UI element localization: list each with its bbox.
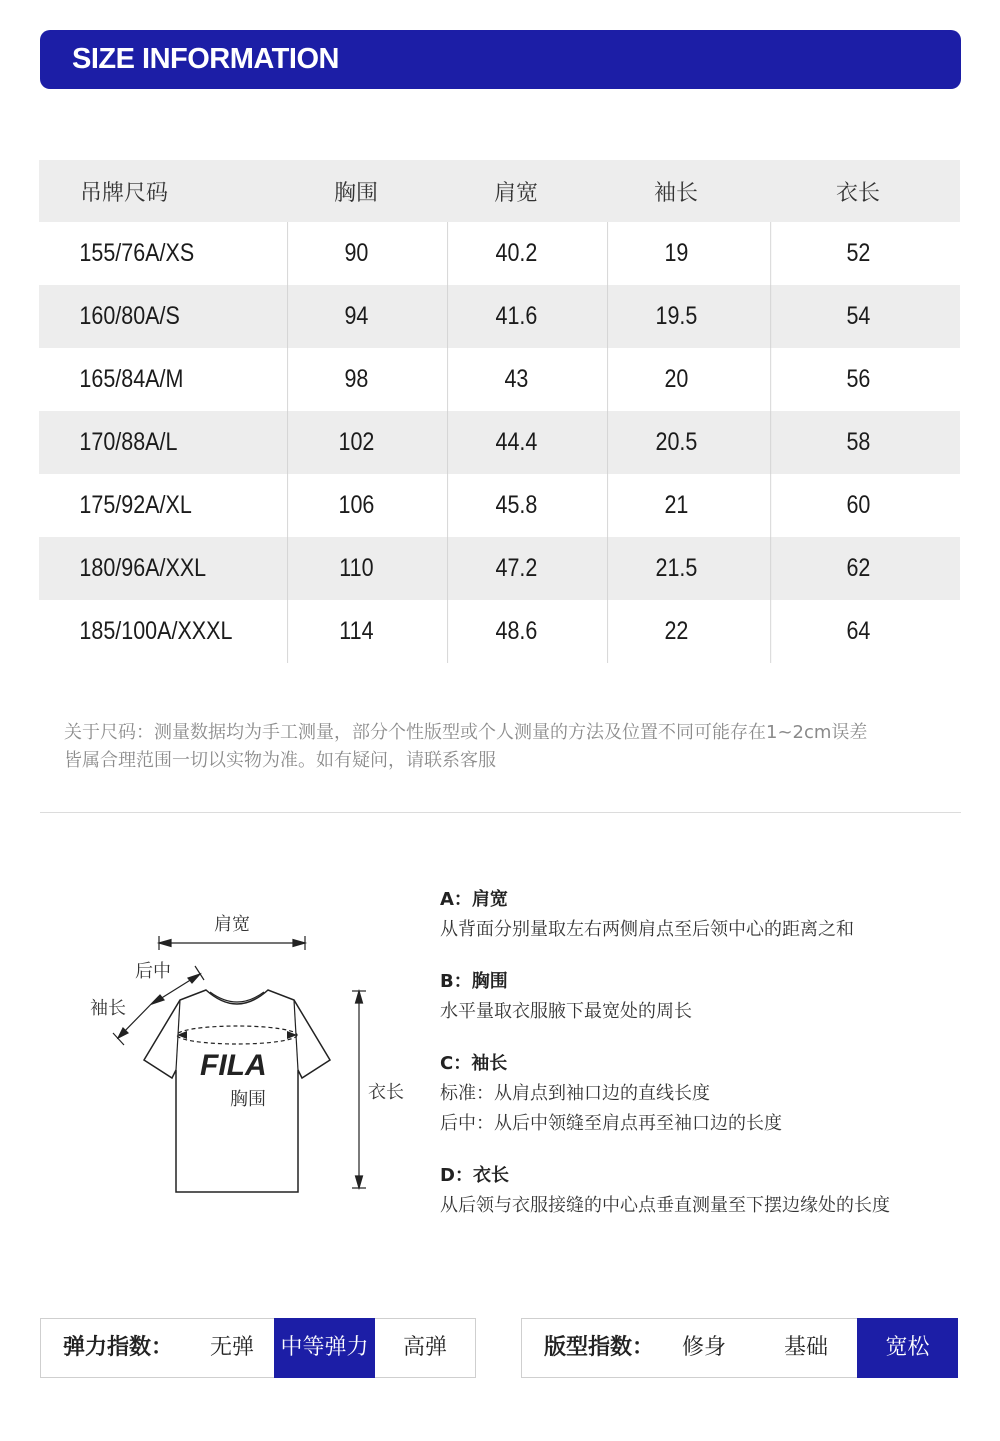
desc-text: 标准：从肩点到袖口边的直线长度: [440, 1083, 710, 1104]
desc-text: 后中：从后中领缝至肩点再至袖口边的长度: [440, 1113, 782, 1134]
header-tag-size: 吊牌尺码: [80, 180, 169, 206]
fit-option-slim: 修身: [681, 1335, 726, 1360]
length-arrow: [352, 991, 366, 1188]
measurement-note: [64, 719, 964, 775]
header-sleeve: 袖长: [653, 180, 698, 206]
desc-shoulder: [440, 885, 980, 945]
cell-chest: 90: [287, 222, 425, 285]
cell-shoulder: 41.6: [447, 285, 585, 348]
cell-length: 62: [770, 537, 945, 600]
header-chest: 胸围: [333, 180, 378, 206]
desc-text: 从背面分别量取左右两侧肩点至后领中心的距离之和: [440, 919, 854, 940]
cell-size: 165/84A/M: [79, 365, 184, 393]
cell-chest: 94: [287, 285, 425, 348]
shoulder-arrow: [159, 936, 305, 950]
table-row: [39, 222, 960, 285]
cell-shoulder: 47.2: [447, 537, 585, 600]
cell-length: 64: [770, 600, 945, 663]
table-row: [39, 348, 960, 411]
cell-sleeve: 19.5: [607, 285, 745, 348]
fila-logo: FILA: [200, 1049, 267, 1082]
desc-length: [440, 1161, 980, 1221]
cell-chest: 98: [287, 348, 425, 411]
fit-option-regular: 基础: [783, 1335, 828, 1360]
cell-shoulder: 40.2: [447, 222, 585, 285]
desc-title: A：肩宽: [440, 889, 508, 910]
table-row: [39, 600, 960, 663]
cell-length: 58: [770, 411, 945, 474]
fit-index: [521, 1318, 958, 1378]
label-chest: 胸围: [230, 1089, 266, 1110]
desc-title: B：胸围: [440, 971, 508, 992]
banner-title: SIZE INFORMATION: [72, 43, 339, 75]
label-sleeve: 袖长: [90, 998, 126, 1019]
cell-size: 185/100A/XXXL: [79, 617, 233, 645]
size-info-banner: [40, 30, 961, 89]
cell-sleeve: 20.5: [607, 411, 745, 474]
desc-title: D：衣长: [440, 1165, 509, 1186]
label-length: 衣长: [368, 1082, 404, 1103]
cell-shoulder: 48.6: [447, 600, 585, 663]
cell-sleeve: 19: [607, 222, 745, 285]
cell-sleeve: 22: [607, 600, 745, 663]
cell-size: 170/88A/L: [79, 428, 178, 456]
cell-length: 54: [770, 285, 945, 348]
desc-title: C：袖长: [440, 1053, 508, 1074]
header-length: 衣长: [835, 180, 880, 206]
elasticity-label: 弹力指数：: [63, 1335, 174, 1360]
cell-shoulder: 45.8: [447, 474, 585, 537]
cell-length: 52: [770, 222, 945, 285]
fit-option-loose: 宽松: [857, 1318, 958, 1378]
measurement-descriptions: [440, 885, 980, 1243]
desc-chest: [440, 967, 980, 1027]
cell-size: 175/92A/XL: [79, 491, 192, 519]
cell-chest: 106: [287, 474, 425, 537]
tshirt-diagram: [80, 900, 420, 1200]
cell-chest: 110: [287, 537, 425, 600]
cell-length: 56: [770, 348, 945, 411]
note-line-1: 关于尺码：测量数据均为手工测量，部分个性版型或个人测量的方法及位置不同可能存在1~2cm误差: [64, 722, 868, 743]
note-line-2: 皆属合理范围一切以实物为准。如有疑问，请联系客服: [64, 750, 496, 771]
elasticity-option-none: 无弹: [209, 1335, 254, 1360]
section-divider: [40, 812, 961, 813]
table-row: [39, 474, 960, 537]
cell-chest: 114: [287, 600, 425, 663]
elasticity-option-high: 高弹: [402, 1335, 447, 1360]
size-table: [39, 160, 960, 663]
fit-label: 版型指数：: [544, 1335, 655, 1360]
cell-size: 160/80A/S: [79, 302, 180, 330]
table-row: [39, 411, 960, 474]
desc-sleeve: [440, 1049, 980, 1139]
cell-shoulder: 43: [447, 348, 585, 411]
cell-size: 155/76A/XS: [79, 239, 195, 267]
cell-size: 180/96A/XXL: [79, 554, 207, 582]
table-header-row: [39, 160, 960, 222]
label-back-center: 后中: [135, 961, 171, 982]
label-shoulder: 肩宽: [214, 914, 250, 935]
elasticity-option-medium: 中等弹力: [274, 1318, 375, 1378]
table-row: [39, 285, 960, 348]
tshirt-illustration: [80, 900, 420, 1200]
cell-sleeve: 21.5: [607, 537, 745, 600]
cell-chest: 102: [287, 411, 425, 474]
header-shoulder: 肩宽: [493, 180, 538, 206]
cell-length: 60: [770, 474, 945, 537]
table-row: [39, 537, 960, 600]
cell-shoulder: 44.4: [447, 411, 585, 474]
desc-text: 从后领与衣服接缝的中心点垂直测量至下摆边缘处的长度: [440, 1195, 890, 1216]
desc-text: 水平量取衣服腋下最宽处的周长: [440, 1001, 692, 1022]
cell-sleeve: 20: [607, 348, 745, 411]
elasticity-index: [40, 1318, 476, 1378]
cell-sleeve: 21: [607, 474, 745, 537]
